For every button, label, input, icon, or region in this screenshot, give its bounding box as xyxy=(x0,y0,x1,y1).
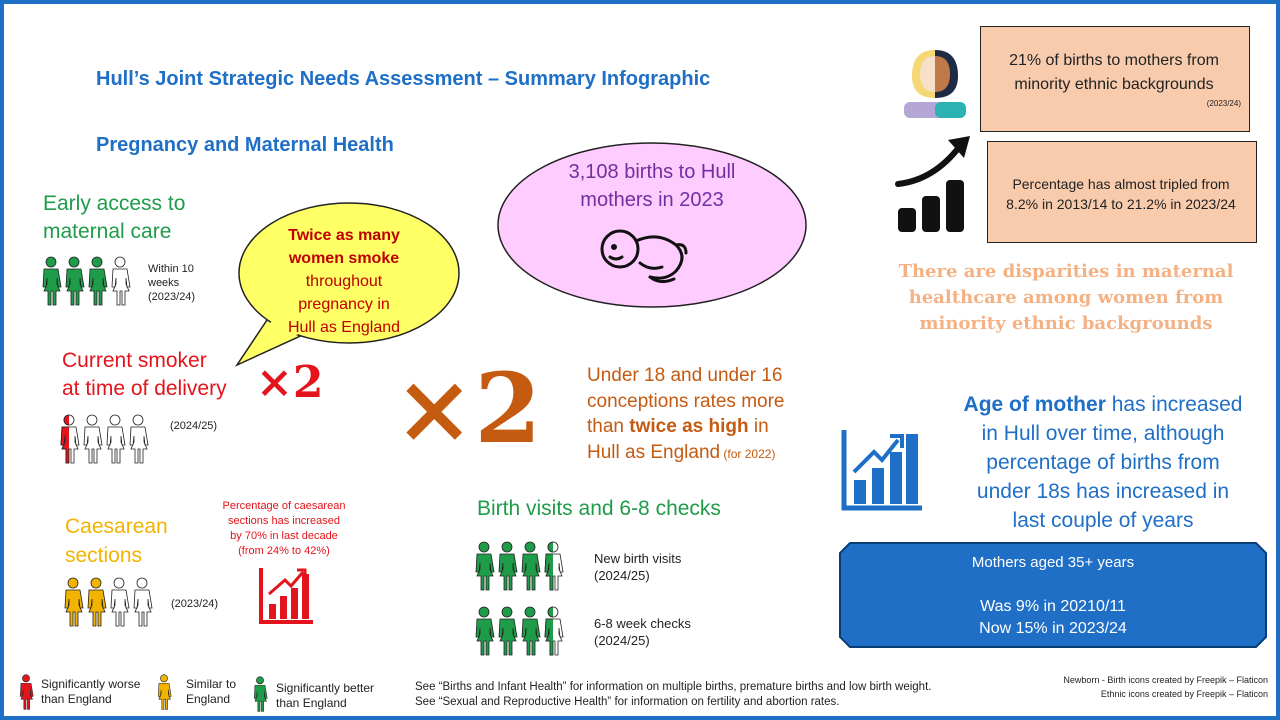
person-icon xyxy=(40,256,62,306)
legend-better-label: Significantly better than England xyxy=(276,681,375,710)
conceptions-text: Under 18 and under 16 conceptions rates more than twice as high in Hull as England (for 2022) xyxy=(587,365,785,463)
week-checks-figures xyxy=(473,606,564,656)
bar-chart-icon xyxy=(840,428,924,512)
person-icon xyxy=(62,577,84,627)
early-access-heading: Early access to maternal care xyxy=(43,192,186,243)
birth-visits-figures xyxy=(473,541,564,591)
ethnic-mothers-icon xyxy=(902,46,968,118)
person-icon xyxy=(131,577,153,627)
legend-worse-icon xyxy=(18,674,34,710)
person-icon xyxy=(496,541,518,591)
person-icon xyxy=(542,606,564,656)
birth-visits-heading: Birth visits and 6-8 checks xyxy=(477,497,721,520)
smoke-bubble-text: Twice as many women smoke throughout pregnancy in Hull as England xyxy=(287,227,401,336)
person-icon xyxy=(542,541,564,591)
person-icon xyxy=(473,541,495,591)
caesarean-note: Percentage of caesarean sections has increased by 70% in last decade (from 24% to 42%) xyxy=(222,500,346,557)
early-access-note: Within 10 weeks (2023/24) xyxy=(148,263,196,303)
age-of-mother-text: Age of mother has increased in Hull over time, although percentage of births from under 18s has increased in last couple of years xyxy=(963,393,1243,532)
legend-worse-label: Significantly worse than England xyxy=(41,677,141,706)
page-title: Hull’s Joint Strategic Needs Assessment – Summary Infographic xyxy=(96,68,711,90)
smoker-heading: Current smoker at time of delivery xyxy=(62,349,227,400)
page-subtitle: Pregnancy and Maternal Health xyxy=(96,134,394,156)
newborn-icon xyxy=(596,219,692,287)
person-icon xyxy=(104,414,126,464)
person-icon xyxy=(519,606,541,656)
person-icon xyxy=(81,414,103,464)
footer-see-also: See “Births and Infant Health” for information on multiple births, premature births and low birth weight. See “Sexual and Reproductive Health” for information on fertility and abortion rates. xyxy=(415,681,932,708)
person-icon xyxy=(473,606,495,656)
smoker-multiplier: ×2 xyxy=(256,357,324,408)
births-text: 3,108 births to Hull mothers in 2023 xyxy=(568,161,736,211)
ethnic-births-banner: 21% of births to mothers from minority ethnic backgrounds (2023/24) xyxy=(980,26,1250,132)
person-icon xyxy=(109,256,131,306)
week-checks-label: 6-8 week checks (2024/25) xyxy=(594,616,691,648)
person-icon xyxy=(519,541,541,591)
footer-credits: Newborn - Birth icons created by Freepik – Flaticon Ethnic icons created by Freepik – Flaticon xyxy=(1063,675,1268,699)
person-icon xyxy=(108,577,130,627)
legend-similar-icon xyxy=(156,674,172,710)
caesarean-heading: Caesarean sections xyxy=(65,515,168,567)
caesarean-period: (2023/24) xyxy=(171,598,219,610)
new-birth-visits-label: New birth visits (2024/25) xyxy=(594,551,682,583)
legend-similar-label: Similar to England xyxy=(186,677,237,706)
legend-better-icon xyxy=(252,676,268,712)
growth-chart-icon xyxy=(894,130,982,234)
mothers-35-box: Mothers aged 35+ years Was 9% in 20210/11 Now 15% in 2023/24 xyxy=(971,554,1135,637)
person-icon xyxy=(85,577,107,627)
disparity-statement: There are disparities in maternal healthcare among women from minority ethnic backgrounds xyxy=(898,261,1234,334)
ethnic-trend-banner: Percentage has almost tripled from 8.2% in 2013/14 to 21.2% in 2023/24 xyxy=(987,141,1257,243)
person-icon xyxy=(496,606,518,656)
increase-chart-icon xyxy=(257,566,315,626)
early-access-figures xyxy=(40,256,131,306)
person-icon xyxy=(58,414,80,464)
person-icon xyxy=(127,414,149,464)
conceptions-multiplier: ×2 xyxy=(394,352,542,465)
smoker-period: (2024/25) xyxy=(170,420,218,432)
person-icon xyxy=(63,256,85,306)
person-icon xyxy=(86,256,108,306)
caesarean-figures xyxy=(62,577,153,627)
smoker-figures xyxy=(58,414,149,464)
